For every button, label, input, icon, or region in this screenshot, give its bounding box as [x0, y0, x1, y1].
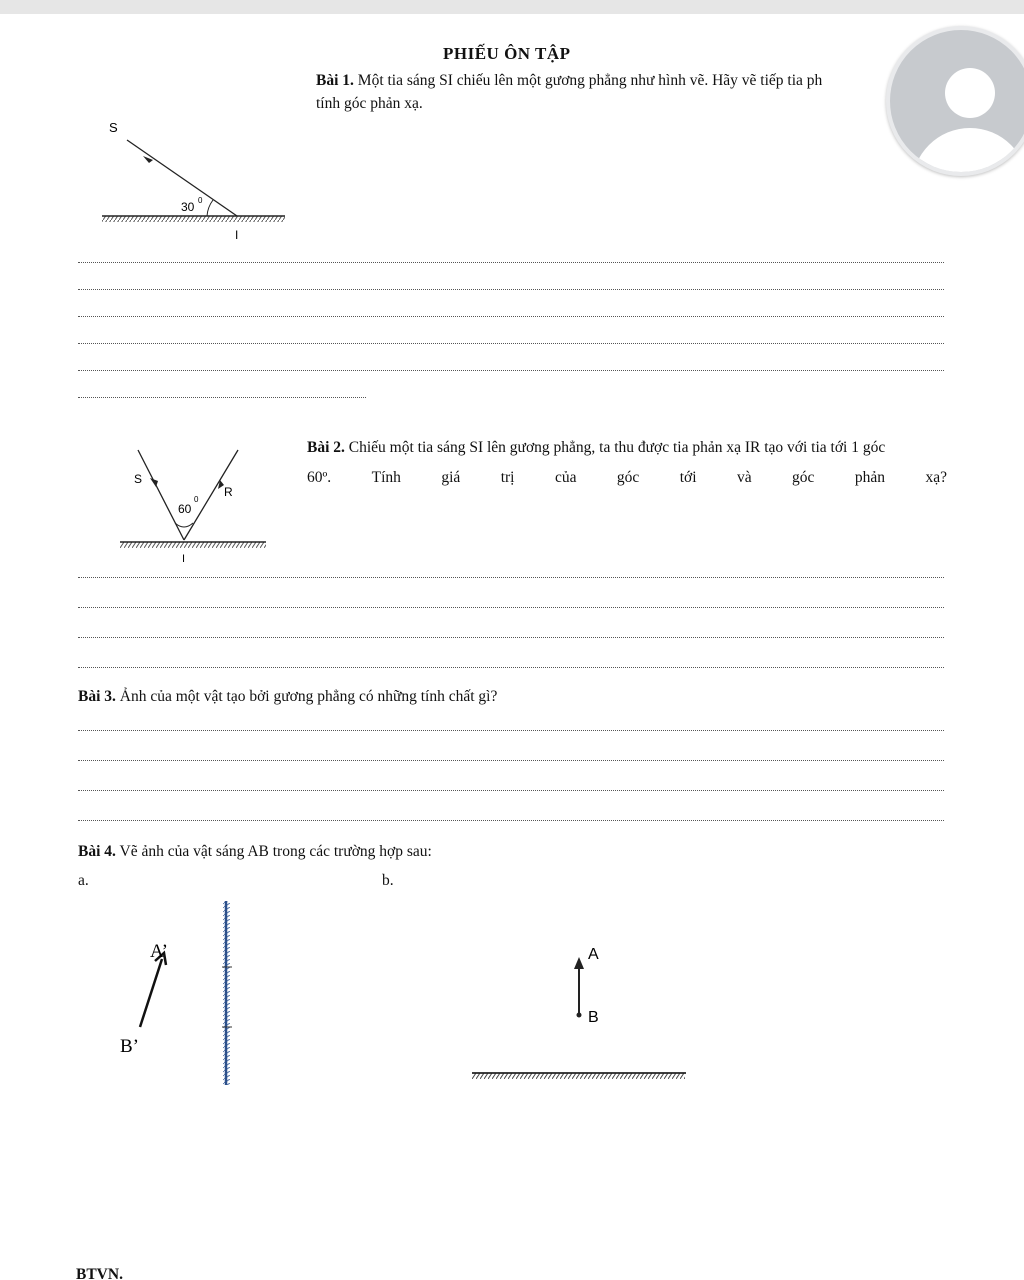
label-angle: 60 — [178, 502, 192, 516]
answer-line — [78, 343, 944, 344]
answer-line — [78, 607, 944, 608]
avatar-body — [912, 128, 1024, 176]
bai1-text: Một tia sáng SI chiếu lên một gương phẳng như hình vẽ. Hãy vẽ tiếp tia ph — [357, 72, 823, 89]
page-title: PHIẾU ÔN TẬP — [443, 44, 571, 63]
user-avatar[interactable] — [886, 26, 1024, 176]
word: 60º. — [307, 469, 332, 486]
label-b-prime: B’ — [120, 1036, 139, 1057]
word: phản — [854, 469, 886, 486]
viewer-top-bar — [0, 0, 1024, 14]
answer-line — [78, 370, 944, 371]
label-degree: 0 — [194, 495, 199, 504]
answer-line — [78, 262, 944, 263]
label-i: I — [235, 228, 239, 242]
answer-line — [78, 397, 366, 398]
avatar-head — [945, 68, 995, 118]
part-b-label: b. — [382, 872, 394, 889]
label-angle: 30 — [181, 200, 195, 214]
word: tới — [679, 469, 697, 486]
bai2-text: Chiếu một tia sáng SI lên gương phẳng, ta thu được tia phản xạ IR tạo với tia tới 1 góc — [348, 439, 886, 456]
word: Tính — [371, 469, 401, 486]
bai2-label: Bài 2. — [307, 439, 345, 456]
bai3-label: Bài 3. — [78, 688, 116, 705]
bai1-line1 — [316, 70, 822, 92]
object-arrow — [574, 957, 584, 969]
word: và — [736, 469, 752, 486]
bai1-label: Bài 1. — [316, 72, 354, 89]
incident-ray — [138, 450, 184, 540]
image-ab — [140, 959, 162, 1027]
label-b: B — [588, 1009, 599, 1026]
label-a: A — [588, 946, 599, 963]
label-r: R — [224, 485, 233, 499]
angle-arc — [207, 200, 213, 216]
bai2-figure — [112, 440, 277, 568]
bai3-line — [78, 686, 497, 708]
label-s: S — [134, 472, 143, 486]
bai2-line1 — [307, 437, 885, 459]
word: giá — [441, 469, 461, 486]
word: của — [554, 469, 577, 486]
answer-line — [78, 730, 944, 731]
bai2-line2 — [307, 467, 947, 489]
label-degree: 0 — [198, 196, 203, 205]
mirror-hatch — [102, 216, 285, 222]
answer-line — [78, 790, 944, 791]
answer-line — [78, 316, 944, 317]
answer-line — [78, 637, 944, 638]
word: xạ? — [925, 469, 947, 486]
mirror-hatch — [120, 542, 266, 548]
label-a-prime: A’ — [150, 941, 168, 962]
bai4-line — [78, 841, 432, 863]
word: góc — [792, 469, 815, 486]
bai4-label: Bài 4. — [78, 843, 116, 860]
bai3-text: Ảnh của một vật tạo bởi gương phẳng có những tính chất gì? — [119, 688, 498, 705]
answer-line — [78, 577, 944, 578]
word: trị — [500, 469, 515, 486]
bai4-figure-a — [110, 895, 250, 1095]
part-a-label: a. — [78, 872, 89, 889]
bai1-line2: tính góc phản xạ. — [316, 95, 423, 112]
bai4-figure-b — [460, 935, 700, 1090]
answer-line — [78, 667, 944, 668]
bai1-figure — [95, 112, 295, 247]
answer-line — [78, 760, 944, 761]
answer-line — [78, 289, 944, 290]
mirror-hatch — [472, 1073, 685, 1079]
bai4-text: Vẽ ảnh của vật sáng AB trong các trường hợp sau: — [119, 843, 432, 860]
label-s: S — [109, 120, 118, 135]
label-i: I — [182, 553, 186, 565]
word: góc — [616, 469, 640, 486]
answer-line — [78, 820, 944, 821]
footer-label: BTVN. — [76, 1266, 123, 1280]
point-b — [577, 1013, 582, 1018]
